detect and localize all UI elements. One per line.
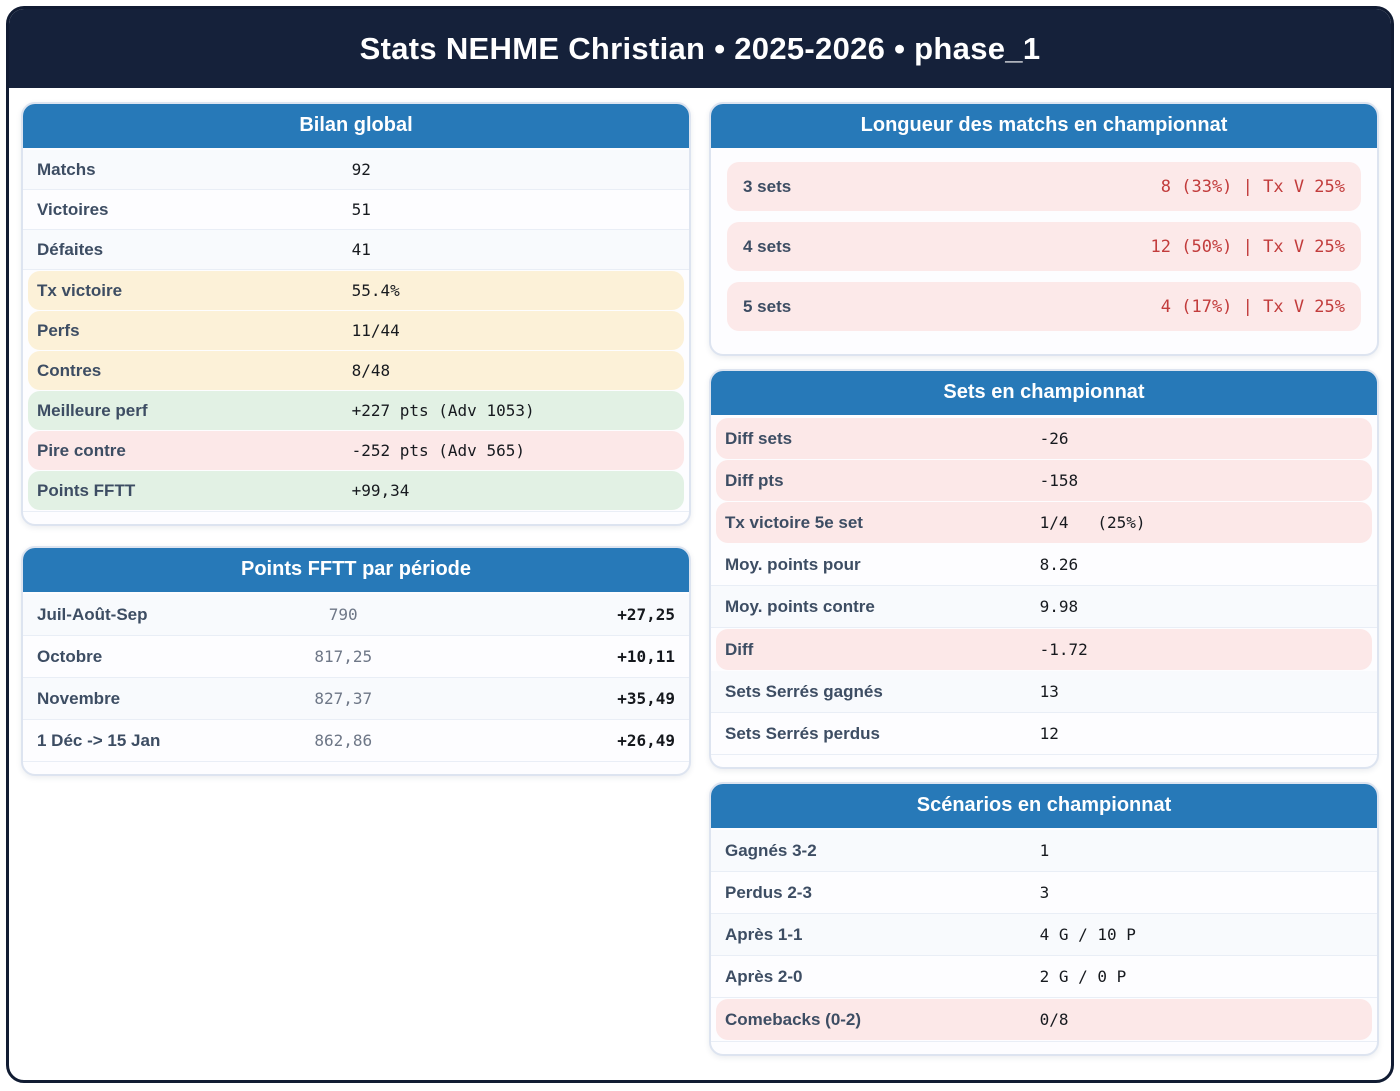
stat-label: Diff sets	[725, 428, 793, 448]
stat-value: 51	[351, 200, 371, 219]
stat-row-apres-2-0	[711, 956, 1377, 998]
stat-label: Tx victoire	[37, 280, 123, 300]
stat-value: 4 G / 10 P	[1039, 925, 1136, 944]
panel-header-bilan: Bilan global	[23, 104, 689, 148]
stat-value: 13	[1039, 682, 1059, 701]
stat-value: 8/48	[351, 361, 391, 380]
stat-value: 11/44	[351, 321, 400, 340]
period-label: 1 Déc -> 15 Jan	[37, 730, 161, 750]
stat-value: -158	[1039, 471, 1079, 490]
stat-row-defaites	[23, 230, 689, 270]
stat-value: -252 pts (Adv 565)	[351, 441, 525, 460]
panel-body-longueur	[711, 148, 1377, 354]
stat-label: Diff	[725, 639, 754, 659]
stat-label: Défaites	[37, 239, 104, 259]
panel-body-sets	[711, 415, 1377, 767]
stat-label: Matchs	[37, 159, 96, 179]
stat-row-points-fftt	[28, 471, 684, 510]
match-length-row-3sets	[727, 162, 1361, 211]
stat-row-perfs	[28, 311, 684, 350]
period-points: 790	[328, 605, 358, 624]
panel-bilan-global	[21, 102, 691, 526]
period-points: 862,86	[314, 731, 373, 750]
stat-value: -26	[1039, 429, 1069, 448]
stat-label: Après 2-0	[725, 966, 803, 986]
panel-points-fftt-periode	[21, 546, 691, 776]
stat-row-moy-points-pour	[711, 544, 1377, 586]
stat-row-sets-serres-gagnes	[711, 671, 1377, 713]
stat-label: Moy. points pour	[725, 554, 861, 574]
period-points: 817,25	[314, 647, 373, 666]
stat-label: Sets Serrés perdus	[725, 723, 880, 743]
stat-row-perdus-2-3	[711, 872, 1377, 914]
stat-label: Meilleure perf	[37, 400, 148, 420]
period-row-octobre	[23, 636, 689, 678]
stat-row-diff	[716, 629, 1372, 670]
period-label: Novembre	[37, 688, 121, 708]
stat-row-tx-victoire	[28, 271, 684, 310]
stat-row-comebacks	[716, 999, 1372, 1040]
period-points: 827,37	[314, 689, 373, 708]
stat-row-tx-victoire-5e-set	[716, 502, 1372, 543]
stat-label: Diff pts	[725, 470, 784, 490]
stat-row-matchs	[23, 150, 689, 190]
match-length-row-5sets	[727, 282, 1361, 331]
stat-row-gagnes-3-2	[711, 830, 1377, 872]
stat-value: +227 pts (Adv 1053)	[351, 401, 535, 420]
panel-longueur-matchs	[709, 102, 1379, 356]
stat-row-diff-sets	[716, 418, 1372, 459]
stat-value: 41	[351, 240, 371, 259]
match-length-label: 4 sets	[743, 236, 792, 256]
stat-value: 92	[351, 160, 371, 179]
stat-label: Victoires	[37, 199, 109, 219]
stat-value: 3	[1039, 883, 1050, 902]
stat-value: 0/8	[1039, 1010, 1069, 1029]
panel-header-longueur: Longueur des matchs en championnat	[711, 104, 1377, 148]
stat-value: 1	[1039, 841, 1050, 860]
left-column	[21, 102, 691, 796]
panel-header-scenarios: Scénarios en championnat	[711, 784, 1377, 828]
period-label: Octobre	[37, 646, 103, 666]
stat-row-apres-1-1	[711, 914, 1377, 956]
stat-value: +99,34	[351, 481, 410, 500]
stat-label: Moy. points contre	[725, 596, 875, 616]
stat-label: Pire contre	[37, 440, 126, 460]
panel-header-points: Points FFTT par période	[23, 548, 689, 592]
panel-body-scenarios	[711, 828, 1377, 1054]
stat-value: 1/4 (25%)	[1039, 513, 1146, 532]
panel-scenarios-championnat	[709, 782, 1379, 1056]
match-length-value: 4 (17%) | Tx V 25%	[1160, 296, 1345, 317]
panel-body-bilan	[23, 148, 689, 524]
page-frame	[6, 6, 1394, 1083]
stat-label: Contres	[37, 360, 102, 380]
period-delta: +35,49	[617, 689, 675, 708]
stat-row-diff-pts	[716, 460, 1372, 501]
stat-label: Perfs	[37, 320, 80, 340]
panel-header-sets: Sets en championnat	[711, 371, 1377, 415]
stat-value: 2 G / 0 P	[1039, 967, 1127, 986]
match-length-label: 5 sets	[743, 296, 792, 316]
period-delta: +10,11	[617, 647, 675, 666]
period-delta: +26,49	[617, 731, 675, 750]
period-row-dec-jan	[23, 720, 689, 762]
period-delta: +27,25	[617, 605, 675, 624]
page-title: Stats NEHME Christian • 2025-2026 • phase_1	[359, 30, 1041, 66]
stat-label: Après 1-1	[725, 924, 803, 944]
title-bar	[9, 9, 1391, 88]
period-row-novembre	[23, 678, 689, 720]
panel-sets-championnat	[709, 369, 1379, 769]
stat-label: Sets Serrés gagnés	[725, 681, 883, 701]
content-area	[9, 88, 1391, 1069]
match-length-value: 8 (33%) | Tx V 25%	[1160, 176, 1345, 197]
stat-label: Comebacks (0-2)	[725, 1009, 862, 1029]
stat-value: 8.26	[1039, 555, 1079, 574]
stat-row-victoires	[23, 190, 689, 230]
stat-value: 55.4%	[351, 281, 400, 300]
stat-label: Gagnés 3-2	[725, 840, 817, 860]
stat-label: Tx victoire 5e set	[725, 512, 863, 532]
right-column	[709, 102, 1379, 1069]
stat-row-moy-points-contre	[711, 586, 1377, 628]
stat-label: Points FFTT	[37, 480, 136, 500]
stat-label: Perdus 2-3	[725, 882, 812, 902]
stat-row-contres	[28, 351, 684, 390]
match-length-value: 12 (50%) | Tx V 25%	[1150, 236, 1345, 257]
panel-body-points	[23, 592, 689, 774]
stat-value: 12	[1039, 724, 1059, 743]
stat-value: -1.72	[1039, 640, 1088, 659]
period-label: Juil-Août-Sep	[37, 604, 148, 624]
stat-row-meilleure-perf	[28, 391, 684, 430]
match-length-row-4sets	[727, 222, 1361, 271]
period-row-juil-aout-sep	[23, 594, 689, 636]
panel-footer-divider	[23, 511, 689, 512]
panel-footer-divider	[711, 1041, 1377, 1042]
stat-row-pire-contre	[28, 431, 684, 470]
stat-value: 9.98	[1039, 597, 1079, 616]
match-length-label: 3 sets	[743, 176, 792, 196]
stat-row-sets-serres-perdus	[711, 713, 1377, 755]
